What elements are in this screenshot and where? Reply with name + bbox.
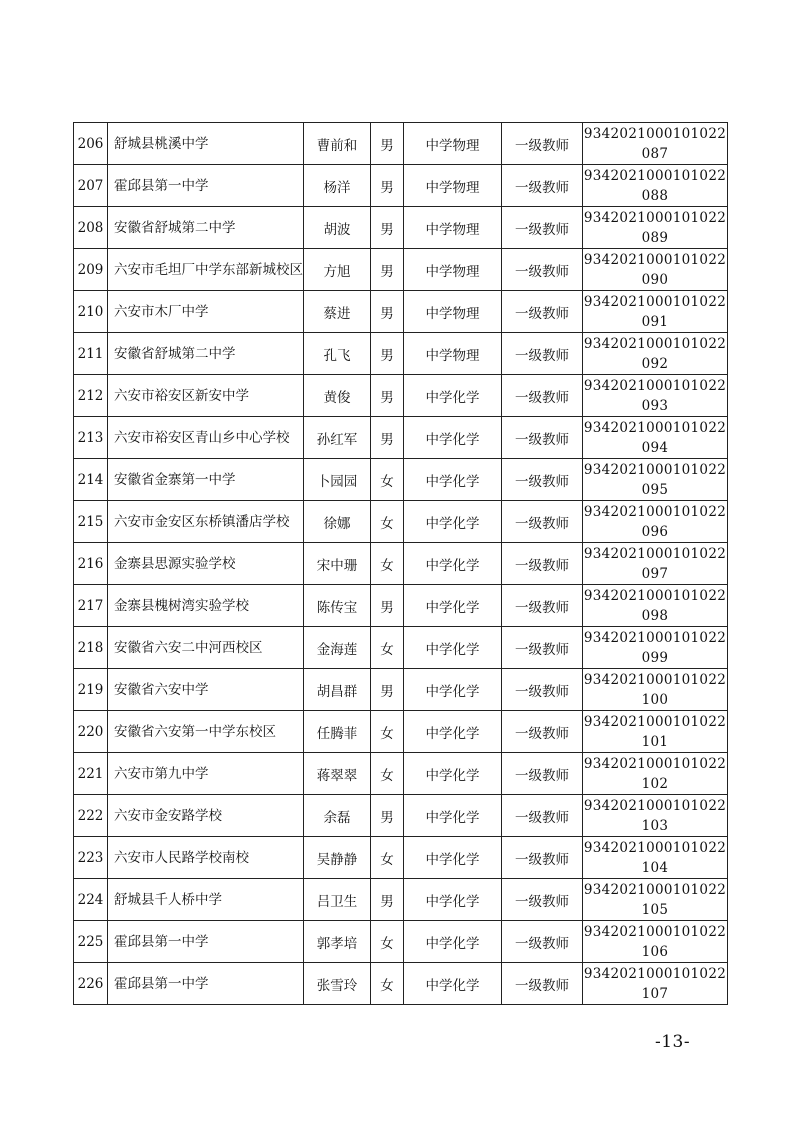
professional-title: 一级教师 [502, 627, 583, 669]
professional-title: 一级教师 [502, 165, 583, 207]
professional-title: 一级教师 [502, 123, 583, 165]
school-name: 六安市人民路学校南校 [108, 837, 304, 879]
gender: 男 [371, 879, 404, 921]
professional-title: 一级教师 [502, 921, 583, 963]
table-row [74, 459, 728, 501]
gender: 男 [371, 123, 404, 165]
row-number: 215 [74, 501, 108, 543]
table-row [74, 207, 728, 249]
teacher-name: 孔飞 [304, 333, 371, 375]
school-name: 六安市金安区东桥镇潘店学校 [108, 501, 304, 543]
certificate-number: 9342021000101022105 [583, 879, 728, 921]
certificate-number: 9342021000101022099 [583, 627, 728, 669]
teacher-name: 余磊 [304, 795, 371, 837]
teacher-name: 陈传宝 [304, 585, 371, 627]
table-row [74, 291, 728, 333]
subject: 中学化学 [404, 795, 502, 837]
teacher-name: 杨洋 [304, 165, 371, 207]
teacher-name: 郭孝培 [304, 921, 371, 963]
table-row [74, 375, 728, 417]
certificate-number: 9342021000101022095 [583, 459, 728, 501]
row-number: 219 [74, 669, 108, 711]
school-name: 安徽省六安第一中学东校区 [108, 711, 304, 753]
certificate-number: 9342021000101022094 [583, 417, 728, 459]
school-name: 安徽省金寨第一中学 [108, 459, 304, 501]
table-row [74, 711, 728, 753]
subject: 中学化学 [404, 921, 502, 963]
subject: 中学化学 [404, 417, 502, 459]
gender: 男 [371, 207, 404, 249]
professional-title: 一级教师 [502, 543, 583, 585]
certificate-number: 9342021000101022088 [583, 165, 728, 207]
teacher-name: 黄俊 [304, 375, 371, 417]
row-number: 224 [74, 879, 108, 921]
row-number: 210 [74, 291, 108, 333]
table-row [74, 249, 728, 291]
subject: 中学化学 [404, 963, 502, 1005]
subject: 中学化学 [404, 669, 502, 711]
subject: 中学化学 [404, 753, 502, 795]
row-number: 206 [74, 123, 108, 165]
subject: 中学化学 [404, 879, 502, 921]
gender: 女 [371, 921, 404, 963]
school-name: 霍邱县第一中学 [108, 963, 304, 1005]
professional-title: 一级教师 [502, 459, 583, 501]
row-number: 216 [74, 543, 108, 585]
subject: 中学化学 [404, 543, 502, 585]
teacher-name: 方旭 [304, 249, 371, 291]
teacher-name: 孙红军 [304, 417, 371, 459]
gender: 女 [371, 627, 404, 669]
row-number: 209 [74, 249, 108, 291]
certificate-number: 9342021000101022091 [583, 291, 728, 333]
professional-title: 一级教师 [502, 795, 583, 837]
school-name: 六安市第九中学 [108, 753, 304, 795]
table-row [74, 123, 728, 165]
school-name: 六安市裕安区青山乡中心学校 [108, 417, 304, 459]
table-row [74, 669, 728, 711]
certificate-number: 9342021000101022101 [583, 711, 728, 753]
subject: 中学物理 [404, 333, 502, 375]
professional-title: 一级教师 [502, 711, 583, 753]
row-number: 213 [74, 417, 108, 459]
gender: 男 [371, 375, 404, 417]
professional-title: 一级教师 [502, 753, 583, 795]
certificate-number: 9342021000101022096 [583, 501, 728, 543]
gender: 女 [371, 543, 404, 585]
table-row [74, 837, 728, 879]
gender: 男 [371, 333, 404, 375]
table-row [74, 501, 728, 543]
certificate-number: 9342021000101022100 [583, 669, 728, 711]
gender: 女 [371, 459, 404, 501]
certificate-number: 9342021000101022103 [583, 795, 728, 837]
table-row [74, 879, 728, 921]
page-number: -13- [655, 1032, 691, 1052]
certificate-number: 9342021000101022106 [583, 921, 728, 963]
professional-title: 一级教师 [502, 291, 583, 333]
school-name: 安徽省舒城第二中学 [108, 207, 304, 249]
row-number: 222 [74, 795, 108, 837]
certificate-number: 9342021000101022104 [583, 837, 728, 879]
table-row [74, 921, 728, 963]
teacher-name: 曹前和 [304, 123, 371, 165]
teacher-name: 胡昌群 [304, 669, 371, 711]
teacher-name: 金海莲 [304, 627, 371, 669]
school-name: 六安市裕安区新安中学 [108, 375, 304, 417]
teacher-name: 蒋翠翠 [304, 753, 371, 795]
teacher-name: 卜园园 [304, 459, 371, 501]
certificate-number: 9342021000101022102 [583, 753, 728, 795]
table-row [74, 795, 728, 837]
subject: 中学物理 [404, 123, 502, 165]
school-name: 金寨县槐树湾实验学校 [108, 585, 304, 627]
row-number: 214 [74, 459, 108, 501]
school-name: 安徽省六安中学 [108, 669, 304, 711]
professional-title: 一级教师 [502, 501, 583, 543]
subject: 中学化学 [404, 837, 502, 879]
row-number: 226 [74, 963, 108, 1005]
subject: 中学化学 [404, 627, 502, 669]
certificate-number: 9342021000101022090 [583, 249, 728, 291]
professional-title: 一级教师 [502, 375, 583, 417]
school-name: 安徽省六安二中河西校区 [108, 627, 304, 669]
row-number: 218 [74, 627, 108, 669]
teacher-roster-table [73, 122, 728, 1005]
professional-title: 一级教师 [502, 417, 583, 459]
certificate-number: 9342021000101022087 [583, 123, 728, 165]
table-row [74, 627, 728, 669]
row-number: 217 [74, 585, 108, 627]
gender: 男 [371, 585, 404, 627]
gender: 女 [371, 963, 404, 1005]
teacher-name: 胡波 [304, 207, 371, 249]
gender: 男 [371, 165, 404, 207]
gender: 男 [371, 249, 404, 291]
subject: 中学物理 [404, 291, 502, 333]
roster-body [74, 123, 728, 1005]
row-number: 211 [74, 333, 108, 375]
gender: 男 [371, 795, 404, 837]
school-name: 舒城县桃溪中学 [108, 123, 304, 165]
school-name: 安徽省舒城第二中学 [108, 333, 304, 375]
gender: 女 [371, 501, 404, 543]
row-number: 221 [74, 753, 108, 795]
row-number: 223 [74, 837, 108, 879]
school-name: 霍邱县第一中学 [108, 921, 304, 963]
school-name: 六安市金安路学校 [108, 795, 304, 837]
gender: 女 [371, 837, 404, 879]
professional-title: 一级教师 [502, 333, 583, 375]
certificate-number: 9342021000101022089 [583, 207, 728, 249]
professional-title: 一级教师 [502, 585, 583, 627]
professional-title: 一级教师 [502, 879, 583, 921]
table-row [74, 333, 728, 375]
gender: 女 [371, 711, 404, 753]
professional-title: 一级教师 [502, 669, 583, 711]
teacher-name: 任腾菲 [304, 711, 371, 753]
gender: 女 [371, 753, 404, 795]
subject: 中学化学 [404, 585, 502, 627]
certificate-number: 9342021000101022092 [583, 333, 728, 375]
school-name: 金寨县思源实验学校 [108, 543, 304, 585]
row-number: 212 [74, 375, 108, 417]
teacher-name: 吕卫生 [304, 879, 371, 921]
row-number: 220 [74, 711, 108, 753]
certificate-number: 9342021000101022098 [583, 585, 728, 627]
subject: 中学化学 [404, 711, 502, 753]
teacher-name: 张雪玲 [304, 963, 371, 1005]
gender: 男 [371, 669, 404, 711]
school-name: 六安市木厂中学 [108, 291, 304, 333]
table-row [74, 753, 728, 795]
table-row [74, 543, 728, 585]
professional-title: 一级教师 [502, 837, 583, 879]
school-name: 霍邱县第一中学 [108, 165, 304, 207]
teacher-name: 宋中珊 [304, 543, 371, 585]
gender: 男 [371, 291, 404, 333]
certificate-number: 9342021000101022107 [583, 963, 728, 1005]
subject: 中学化学 [404, 459, 502, 501]
teacher-name: 吴静静 [304, 837, 371, 879]
row-number: 225 [74, 921, 108, 963]
school-name: 六安市毛坦厂中学东部新城校区 [108, 249, 304, 291]
table-row [74, 417, 728, 459]
row-number: 208 [74, 207, 108, 249]
table-row [74, 963, 728, 1005]
teacher-name: 徐娜 [304, 501, 371, 543]
certificate-number: 9342021000101022097 [583, 543, 728, 585]
subject: 中学化学 [404, 375, 502, 417]
subject: 中学化学 [404, 501, 502, 543]
gender: 男 [371, 417, 404, 459]
subject: 中学物理 [404, 165, 502, 207]
professional-title: 一级教师 [502, 963, 583, 1005]
certificate-number: 9342021000101022093 [583, 375, 728, 417]
table-row [74, 585, 728, 627]
subject: 中学物理 [404, 207, 502, 249]
row-number: 207 [74, 165, 108, 207]
professional-title: 一级教师 [502, 249, 583, 291]
subject: 中学物理 [404, 249, 502, 291]
professional-title: 一级教师 [502, 207, 583, 249]
teacher-name: 蔡进 [304, 291, 371, 333]
school-name: 舒城县千人桥中学 [108, 879, 304, 921]
table-row [74, 165, 728, 207]
